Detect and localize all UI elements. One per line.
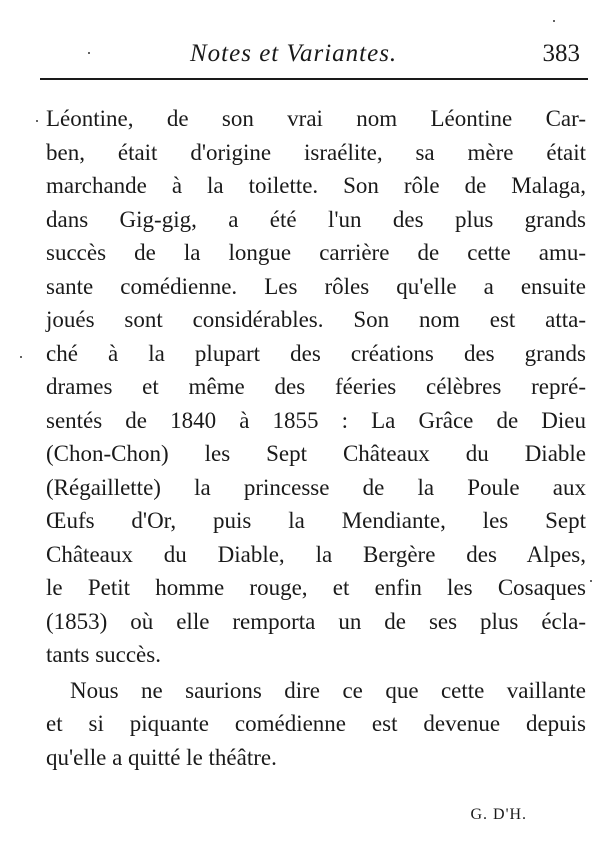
text-line: succès de la longue carrière de cette amu- xyxy=(46,240,586,265)
text-line: (Régaillette) la princesse de la Poule aux xyxy=(46,474,586,500)
text-line: marchande à la toilette. Son rôle de Malaga, xyxy=(46,173,586,198)
text-line: (1853) où elle remporta un de ses plus écla- xyxy=(46,608,586,634)
text-line: Châteaux du Diable, la Bergère des Alpes, xyxy=(46,541,586,567)
text-line: le Petit homme rouge, et enfin les Cosaques xyxy=(46,575,586,600)
text-line: sentés de 1840 à 1855 : La Grâce de Dieu xyxy=(46,407,586,433)
header-rule xyxy=(40,78,588,80)
text-line: tants succès. xyxy=(46,642,161,667)
text-line: joués sont considérables. Son nom est atta- xyxy=(46,307,586,332)
text-line: ben, était d'origine israélite, sa mère était xyxy=(46,139,586,165)
running-title: Notes et Variantes. xyxy=(190,40,398,67)
text-line: qu'elle a quitté le théâtre. xyxy=(46,744,277,770)
note-body xyxy=(46,102,586,774)
text-line: Léontine, de son vrai nom Léontine Car- xyxy=(46,106,586,131)
text-line: et si piquante comédienne est devenue depuis xyxy=(46,711,586,736)
paragraph-2 xyxy=(46,674,586,775)
running-head xyxy=(44,38,584,72)
text-line: (Chon-Chon) les Sept Châteaux du Diable xyxy=(46,441,586,466)
signature: G. D'H. xyxy=(470,806,527,823)
text-line: dans Gig-gig, a été l'un des plus grands xyxy=(46,206,586,232)
print-speck xyxy=(36,120,38,122)
print-speck xyxy=(590,580,592,582)
text-line: Nous ne saurions dire ce que cette vaillante xyxy=(70,677,586,703)
paragraph-1 xyxy=(46,102,586,672)
print-speck xyxy=(553,20,555,22)
text-line: Œufs d'Or, puis la Mendiante, les Sept xyxy=(46,508,586,533)
print-speck xyxy=(88,52,90,54)
text-line: sante comédienne. Les rôles qu'elle a ensuite xyxy=(46,273,586,299)
print-speck xyxy=(20,356,22,358)
text-line: ché à la plupart des créations des grands xyxy=(46,340,586,366)
text-line: drames et même des féeries célèbres repré- xyxy=(46,374,586,399)
page-number: 383 xyxy=(542,40,580,67)
